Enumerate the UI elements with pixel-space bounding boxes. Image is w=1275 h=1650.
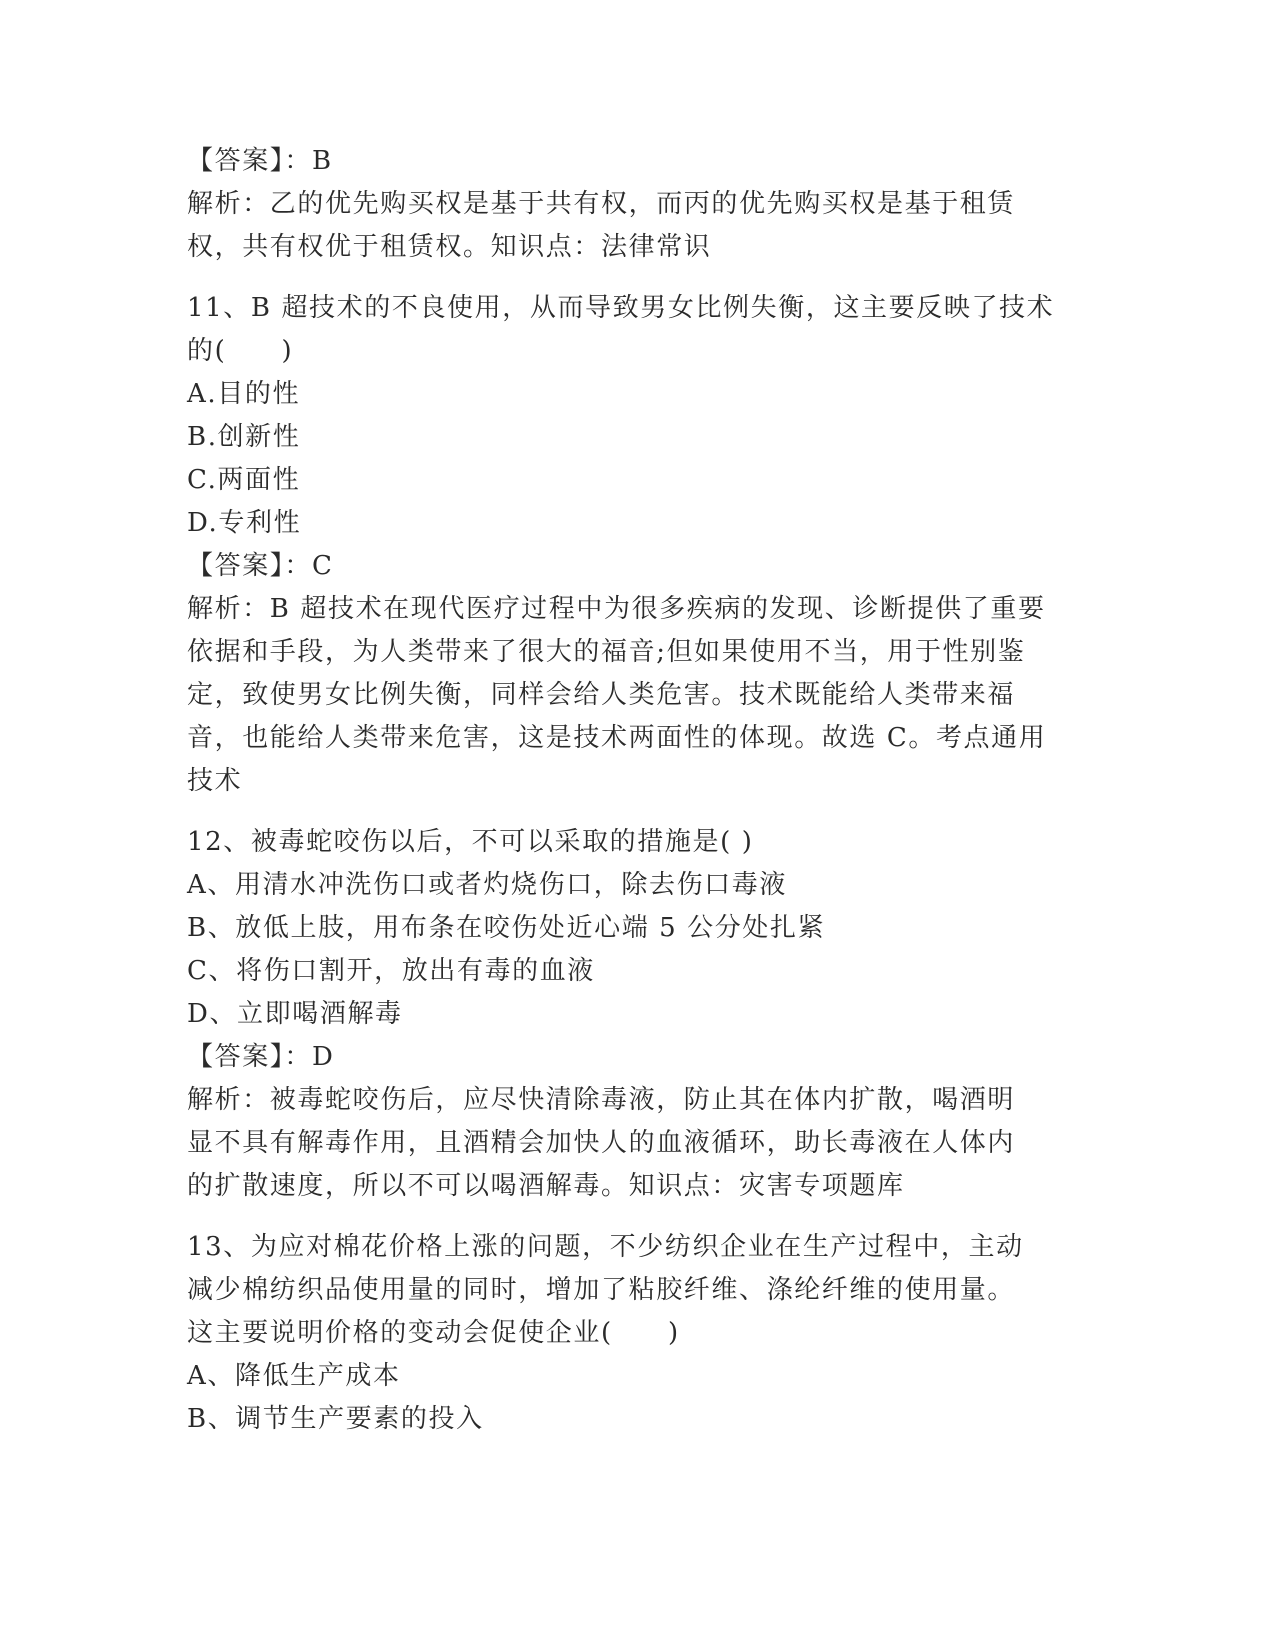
analysis-line: 权，共有权优于租赁权。知识点：法律常识 (187, 232, 712, 262)
analysis-line: 的扩散速度，所以不可以喝酒解毒。知识点：灾害专项题库 (187, 1171, 905, 1201)
question-stem-line: 12、被毒蛇咬伤以后，不可以采取的措施是( ) (187, 827, 754, 857)
analysis-line: 解析：乙的优先购买权是基于共有权，而丙的优先购买权是基于租赁 (187, 189, 1016, 219)
question-stem-line: 13、为应对棉花价格上涨的问题，不少纺织企业在生产过程中，主动 (187, 1232, 1024, 1262)
analysis-line: 依据和手段，为人类带来了很大的福音;但如果使用不当，用于性别鉴 (187, 637, 1026, 667)
answer-line: 【答案】：C (187, 551, 334, 581)
option-c: C.两面性 (187, 465, 301, 495)
question-stem-line: 11、B 超技术的不良使用，从而导致男女比例失衡，这主要反映了技术 (187, 293, 1055, 323)
question-11 (187, 287, 1087, 803)
analysis-line: 解析：被毒蛇咬伤后，应尽快清除毒液，防止其在体内扩散，喝酒明 (187, 1085, 1016, 1115)
answer-line: 【答案】：D (187, 1042, 335, 1072)
option-b: B、调节生产要素的投入 (187, 1404, 484, 1434)
option-a: A.目的性 (187, 379, 301, 409)
question-stem-line: 这主要说明价格的变动会促使企业( ) (187, 1318, 680, 1348)
answer-line: 【答案】：B (187, 146, 333, 176)
analysis-line: 解析：B 超技术在现代医疗过程中为很多疾病的发现、诊断提供了重要 (187, 594, 1046, 624)
analysis-line: 音，也能给人类带来危害，这是技术两面性的体现。故选 C。考点通用 (187, 723, 1047, 753)
option-d: D.专利性 (187, 508, 302, 538)
option-b: B、放低上肢，用布条在咬伤处近心端 5 公分处扎紧 (187, 913, 826, 943)
document-page (187, 140, 1087, 1441)
question-12 (187, 821, 1087, 1208)
analysis-line: 显不具有解毒作用，且酒精会加快人的血液循环，助长毒液在人体内 (187, 1128, 1016, 1158)
option-a: A、降低生产成本 (187, 1361, 401, 1391)
answer-block (187, 140, 1087, 269)
analysis-line: 定，致使男女比例失衡，同样会给人类危害。技术既能给人类带来福 (187, 680, 1016, 710)
option-a: A、用清水冲洗伤口或者灼烧伤口，除去伤口毒液 (187, 870, 787, 900)
question-stem-line: 减少棉纺织品使用量的同时，增加了粘胶纤维、涤纶纤维的使用量。 (187, 1275, 1016, 1305)
option-b: B.创新性 (187, 422, 301, 452)
option-d: D、立即喝酒解毒 (187, 999, 403, 1029)
question-13 (187, 1226, 1087, 1441)
analysis-line: 技术 (187, 766, 243, 796)
question-stem-line: 的( ) (187, 336, 294, 366)
option-c: C、将伤口割开，放出有毒的血液 (187, 956, 595, 986)
